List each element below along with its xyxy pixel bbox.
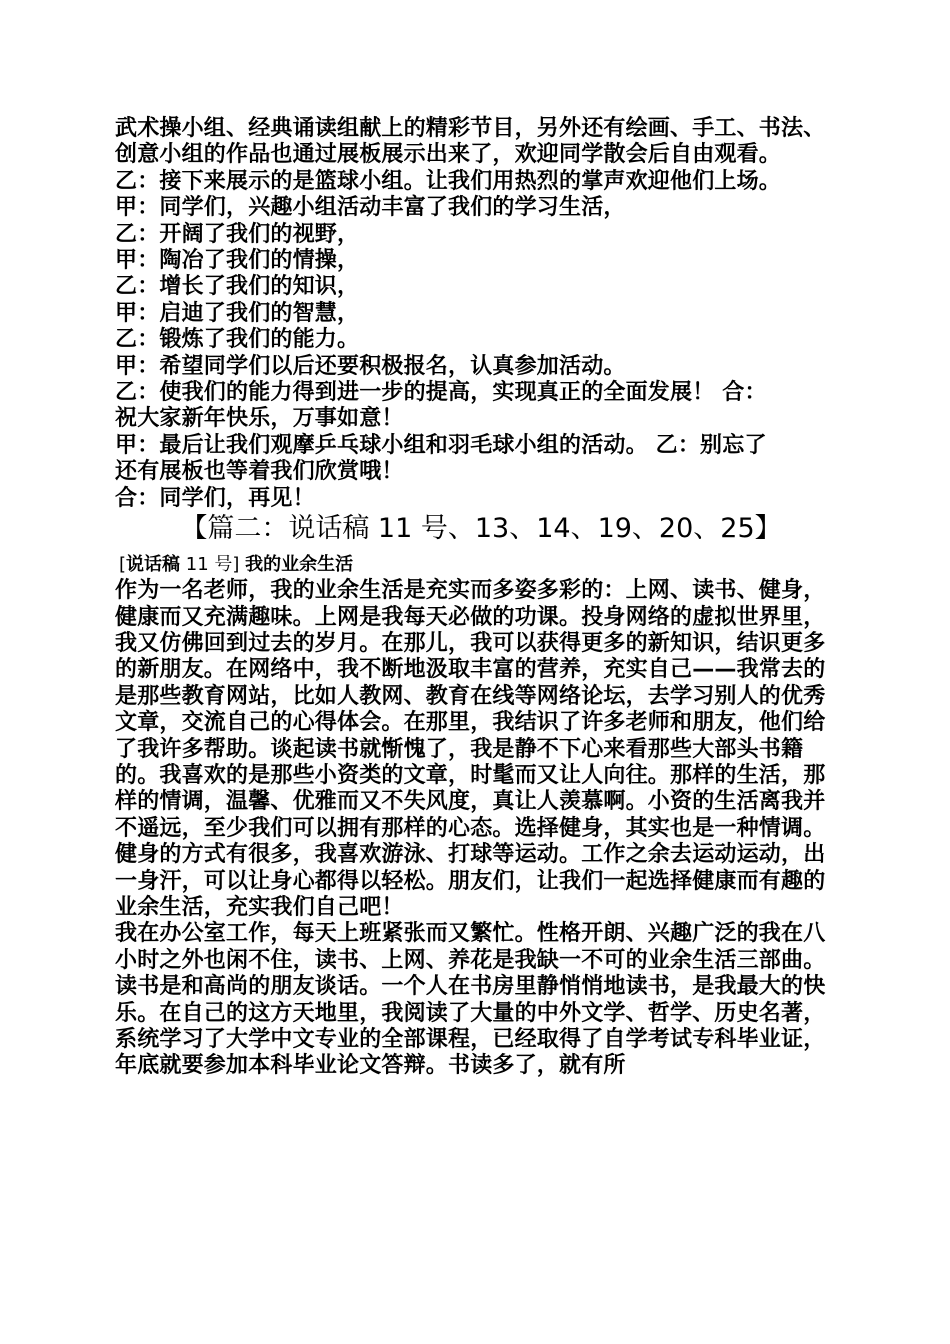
section-heading: 【篇二：说话稿 11 号、13、14、19、20、25】 (180, 513, 782, 545)
dialogue-line: 乙：使我们的能力得到进一步的提高，实现真正的全面发展！ 合： (115, 380, 767, 406)
dialogue-line: 甲：最后让我们观摩乒乓球小组和羽毛球小组的活动。 乙：别忘了 (115, 432, 767, 458)
speech-paragraph: 作为一名老师，我的业余生活是充实而多姿多彩的：上网、读书、健身，健康而又充满趣味。上网是我每天必做的功课。投身网络的虚拟世界里，我又仿佛回到过去的岁月。在那儿，我可以获得更多的新知识，结识更多的新朋友。在网络中，我不断地汲取丰富的营养，充实自己——我常去的是那些教育网站，比如人教网、教育在线等网络论坛，去学习别人的优秀文章，交流自己的心得体会。在那里，我结识了许多老师和朋友，他们给了我许多帮助。谈起读书就惭愧了，我是静不下心来看那些大部头书籍的。我喜欢的是那些小资类的文章，时髦而又让人向往。那样的生活，那样的情调，温馨、优雅而又不失风度，真让人羡慕啊。小资的生活离我并不遥远，至少我们可以拥有那样的心态。选择健身，其实也是一种情调。健身的方式有很多，我喜欢游泳、打球等运动。工作之余去运动运动，出一身汗，可以让身心都得以轻松。朋友们，让我们一起选择健康而有趣的业余生活，充实我们自己吧！ (115, 578, 826, 920)
speech-bracket: [ (119, 554, 127, 576)
dialogue-line: 甲：启迪了我们的智慧， (115, 300, 360, 326)
dialogue-line: 甲：陶冶了我们的情操， (115, 248, 360, 274)
dialogue-line: 合：同学们，再见！ (115, 485, 315, 511)
dialogue-line: 还有展板也等着我们欣赏哦！ (115, 459, 404, 485)
dialogue-line: 乙：增长了我们的知识， (115, 274, 360, 300)
speech-number: 11 号] (180, 554, 246, 576)
dialogue-line: 乙：锻炼了我们的能力。 (115, 327, 360, 353)
document-page (115, 116, 841, 1080)
speech-title: 我的业余生活 (245, 554, 354, 576)
speech-paragraph: 我在办公室工作，每天上班紧张而又繁忙。性格开朗、兴趣广泛的我在八小时之外也闲不住，读书、上网、养花是我缺一不可的业余生活三部曲。 (115, 921, 826, 973)
dialogue-line: 甲：同学们，兴趣小组活动丰富了我们的学习生活， (115, 195, 626, 221)
dialogue-block (115, 169, 841, 512)
dialogue-line: 乙：接下来展示的是篮球小组。让我们用热烈的掌声欢迎他们上场。 (115, 168, 782, 194)
intro-paragraph: 武术操小组、经典诵读组献上的精彩节目，另外还有绘画、手工、书法、创意小组的作品也通过展板展示出来了，欢迎同学散会后自由观看。 (115, 116, 826, 168)
dialogue-line: 甲：希望同学们以后还要积极报名，认真参加活动。 (115, 353, 626, 379)
speech-paragraph: 读书是和高尚的朋友谈话。一个人在书房里静悄悄地读书，是我最大的快乐。在自己的这方天地里，我阅读了大量的中外文学、哲学、历史名著，系统学习了大学中文专业的全部课程，已经取得了自学考试专科毕业证，年底就要参加本科毕业论文答辩。书读多了，就有所 (115, 974, 826, 1079)
speech-label: 说话稿 (126, 554, 181, 576)
dialogue-line: 乙：开阔了我们的视野， (115, 221, 360, 247)
speech-subtitle (115, 552, 841, 578)
dialogue-line: 祝大家新年快乐，万事如意！ (115, 406, 404, 432)
